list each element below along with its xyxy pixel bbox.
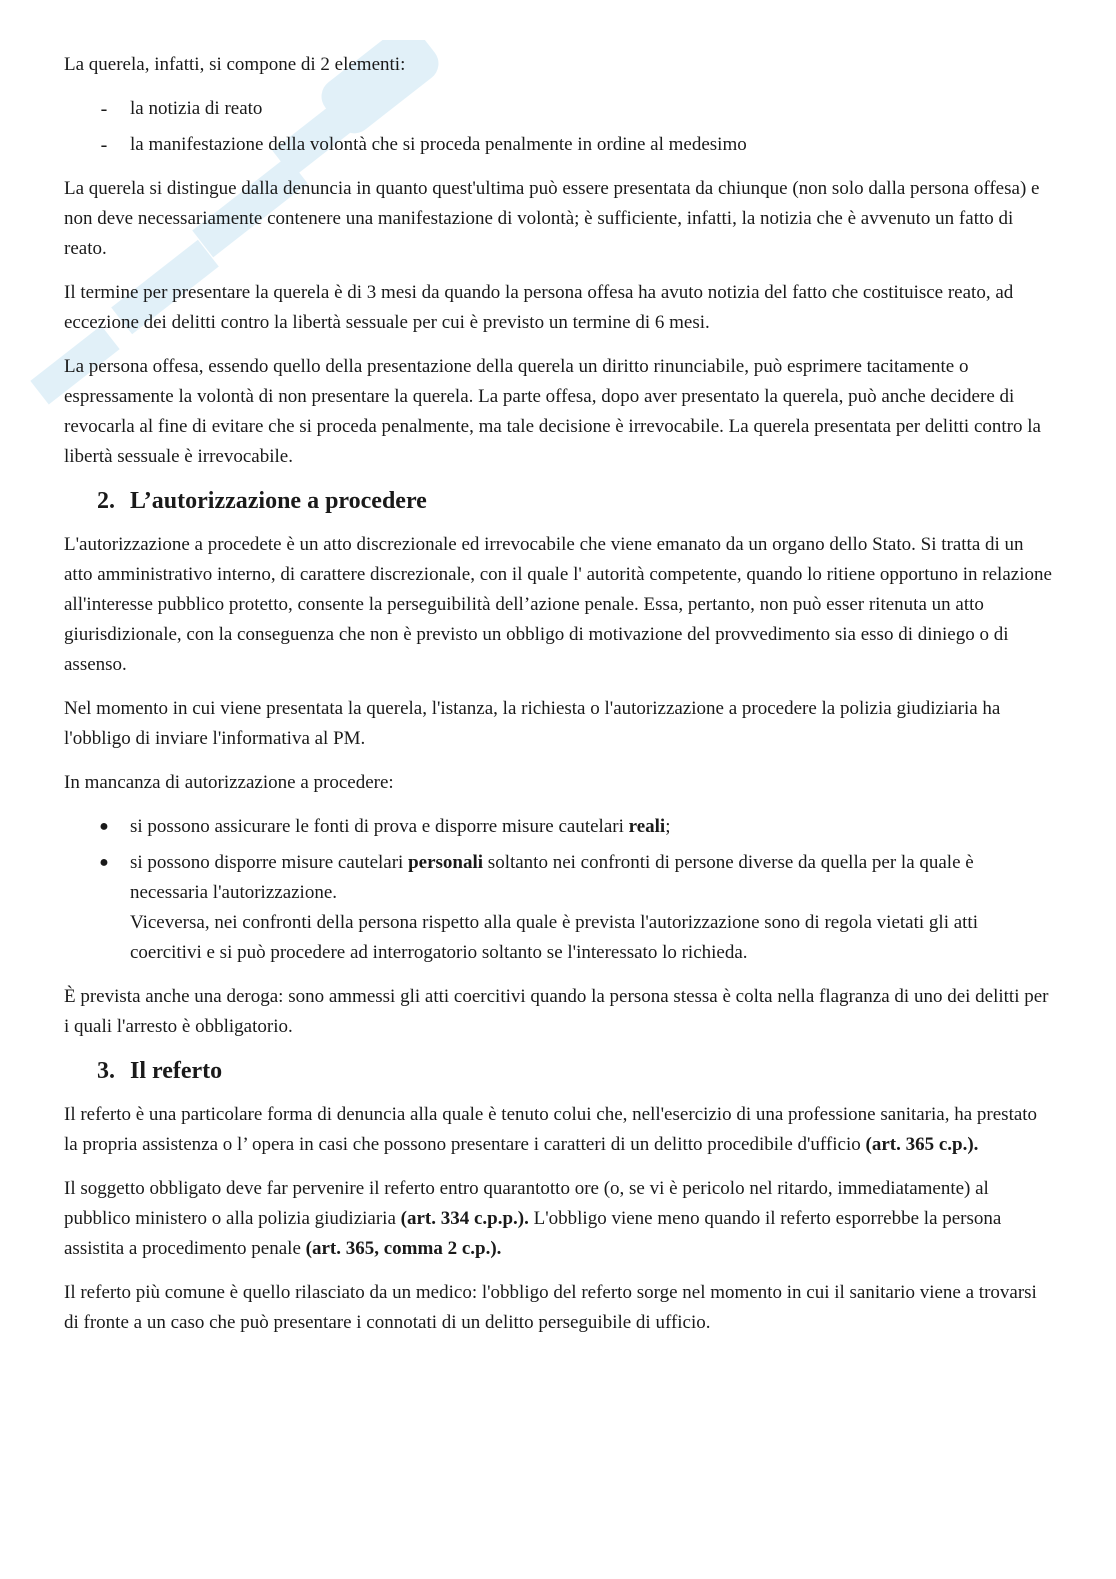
paragraph: L'autorizzazione a procedete è un atto discrezionale ed irrevocabile che viene emanato da un organo dello Stato. Si tratta di un atto amministrativo interno, di carattere discrezionale, con il quale l' autorità competente, quando lo ritiene opportuno in relazione all'interesse pubblico protetto, consente la perseguibilità dell’azione penale. Essa, pertanto, non può esser ritenuta un atto giurisdizionale, con la conseguenza che non è previsto un obbligo di motivazione del provvedimento sia esso di diniego o di assenso. xyxy=(64,534,1052,675)
list-item: - la notizia di reato xyxy=(64,94,1052,124)
paragraph: Il termine per presentare la querela è di 3 mesi da quando la persona offesa ha avuto notizia del fatto che costituisce reato, ad eccezione dei delitti contro la libertà sessuale per cui è previsto un termine di 6 mesi. xyxy=(64,282,1014,333)
paragraph: La querela, infatti, si compone di 2 elementi: xyxy=(64,54,406,75)
dash-icon: - xyxy=(100,134,108,156)
bullet-icon: ● xyxy=(99,818,109,835)
paragraph: È prevista anche una deroga: sono ammessi gli atti coercitivi quando la persona stessa è colta nella flagranza di uno dei delitti per i quali l'arresto è obbligatorio. xyxy=(64,986,1049,1037)
paragraph: Il soggetto obbligato deve far pervenire il referto entro quarantotto ore (o, se vi è pericolo nel ritardo, immediatamente) al pubblico ministero o alla polizia giudiziaria (art. 334 c.p.p.). L'obbligo viene meno quando il referto esporrebbe la persona assistita a procedimento penale (art. 365, comma 2 c.p.). xyxy=(64,1178,1002,1259)
paragraph: Il referto è una particolare forma di denuncia alla quale è tenuto colui che, nell'esercizio di una professione sanitaria, ha prestato la propria assistenza o l’ opera in casi che possono presentare i caratteri di un delitto procedibile d'ufficio (art. 365 c.p.). xyxy=(64,1104,1038,1155)
document-page xyxy=(64,50,1052,1352)
paragraph: In mancanza di autorizzazione a procedere: xyxy=(64,772,394,793)
section-heading: 2. L’autorizzazione a procedere xyxy=(97,488,427,514)
paragraph: Il referto più comune è quello rilasciato da un medico: l'obbligo del referto sorge nel momento in cui il sanitario viene a trovarsi di fronte a un caso che può presentare i connotati di un delitto perseguibile di ufficio. xyxy=(64,1282,1037,1333)
dash-icon: - xyxy=(100,98,108,120)
paragraph: Nel momento in cui viene presentata la querela, l'istanza, la richiesta o l'autorizzazione a procedere la polizia giudiziaria ha l'obbligo di inviare l'informativa al PM. xyxy=(64,698,1001,749)
paragraph: La persona offesa, essendo quello della presentazione della querela un diritto rinunciabile, può esprimere tacitamente o espressamente la volontà di non presentare la querela. La parte offesa, dopo aver presentato la querela, può anche decidere di revocarla al fine di evitare che si proceda penalmente, ma tale decisione è irrevocabile. La querela presentata per delitti contro la libertà sessuale è irrevocabile. xyxy=(64,356,1041,467)
dash-list xyxy=(64,94,1052,160)
list-item: ● si possono disporre misure cautelari personali soltanto nei confronti di persone diverse da quella per la quale è necessaria l'autorizzazione. Viceversa, nei confronti della persona rispetto alla quale è prevista l'autorizzazione sono di regola vietati gli atti coercitivi e si può procedere ad interrogatorio soltanto se l'interessato lo richieda. xyxy=(64,848,1052,968)
list-item: - la manifestazione della volontà che si proceda penalmente in ordine al medesimo xyxy=(64,130,1052,160)
paragraph: La querela si distingue dalla denuncia in quanto quest'ultima può essere presentata da chiunque (non solo dalla persona offesa) e non deve necessariamente contenere una manifestazione di volontà; è sufficiente, infatti, la notizia che è avvenuto un fatto di reato. xyxy=(64,178,1040,259)
bullet-icon: ● xyxy=(99,854,109,871)
list-item: ● si possono assicurare le fonti di prova e disporre misure cautelari reali; xyxy=(64,812,1052,842)
bullet-list xyxy=(64,812,1052,968)
section-heading: 3. Il referto xyxy=(97,1058,223,1084)
